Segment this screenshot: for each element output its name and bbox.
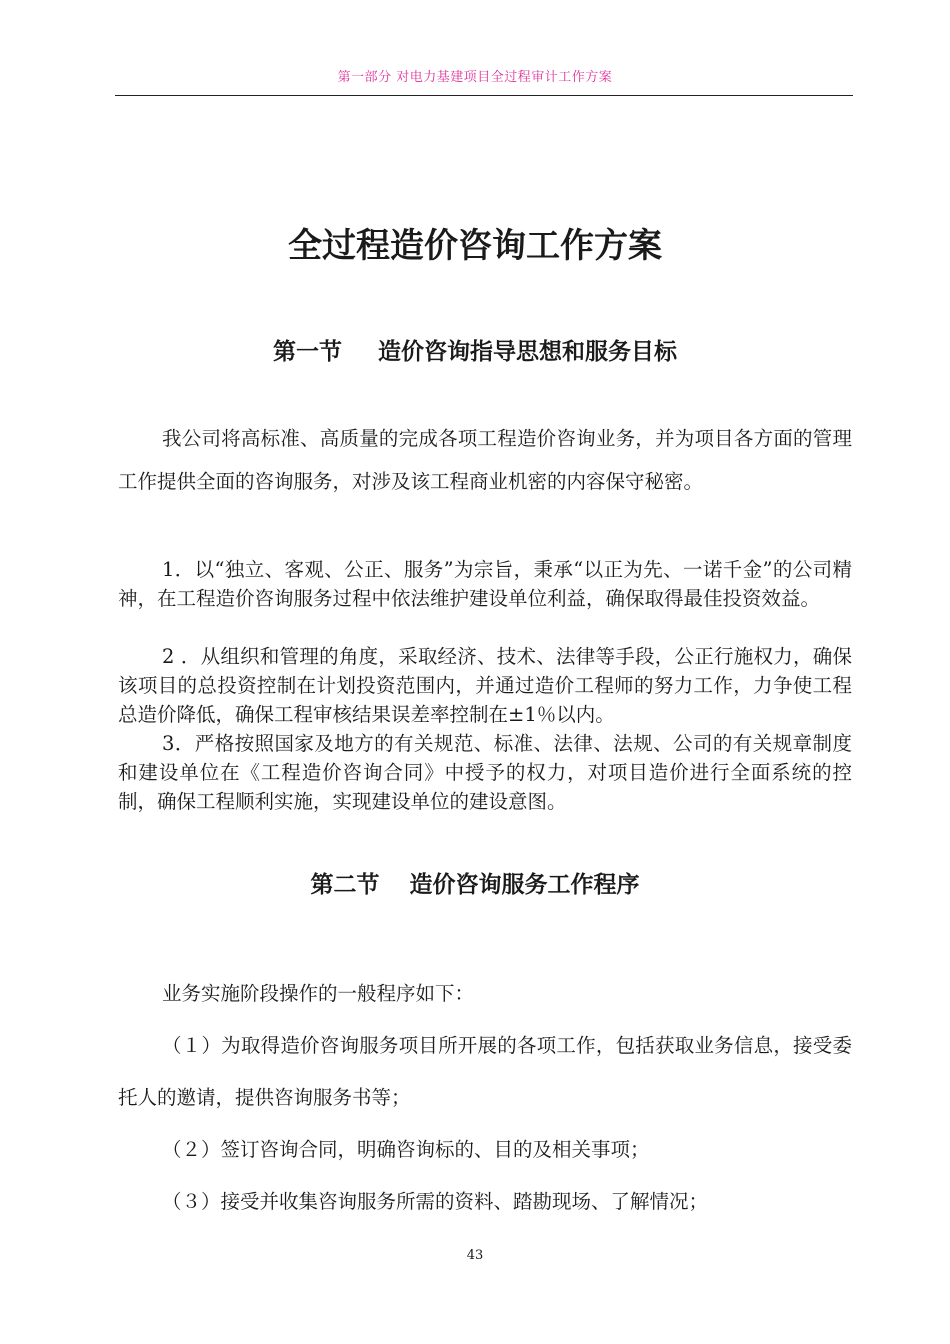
section-1-title: 造价咨询指导思想和服务目标 [378,339,677,365]
section-2-label: 第二节 [310,872,380,898]
section-2-title: 造价咨询服务工作程序 [409,872,640,898]
section-1-intro: 我公司将高标准、高质量的完成各项工程造价咨询业务，并为项目各方面的管理工作提供全面的咨询服务，对涉及该工程商业机密的内容保守秘密。 [118,427,852,493]
header-divider [115,95,853,96]
section-2-step-1: （１）为取得造价咨询服务项目所开展的各项工作，包括获取业务信息，接受委托人的邀请，提供咨询服务书等； [118,1034,852,1109]
running-header: 第一部分 对电力基建项目全过程审计工作方案 [337,70,613,85]
section-1-item-2: 2 ．从组织和管理的角度，采取经济、技术、法律等手段，公正行施权力，确保该项目的总投资控制在计划投资范围内，并通过造价工程师的努力工作，力争使工程总造价降低，确保工程审核结果误差率控制在±1％以内。 [118,645,852,726]
section-1-heading [0,333,950,366]
section-1-item-3: 3．严格按照国家及地方的有关规范、标准、法律、法规、公司的有关规章制度和建设单位在《工程造价咨询合同》中授予的权力，对项目造价进行全面系统的控制，确保工程顺利实施，实现建设单位的建设意图。 [118,732,852,813]
document-title: 全过程造价咨询工作方案 [288,226,662,266]
section-2-step-2: （２）签订咨询合同，明确咨询标的、目的及相关事项； [162,1138,650,1161]
section-2-intro: 业务实施阶段操作的一般程序如下： [162,982,475,1005]
page-number: 43 [466,1248,484,1263]
section-1-label: 第一节 [273,339,342,365]
section-2-step-3: （３）接受并收集咨询服务所需的资料、踏勘现场、了解情况； [162,1190,709,1213]
section-1-item-1: 1．以“独立、客观、公正、服务”为宗旨，秉承“以正为先、一诺千金”的公司精神，在工程造价咨询服务过程中依法维护建设单位利益，确保取得最佳投资效益。 [118,558,852,610]
section-2-heading [0,866,950,899]
